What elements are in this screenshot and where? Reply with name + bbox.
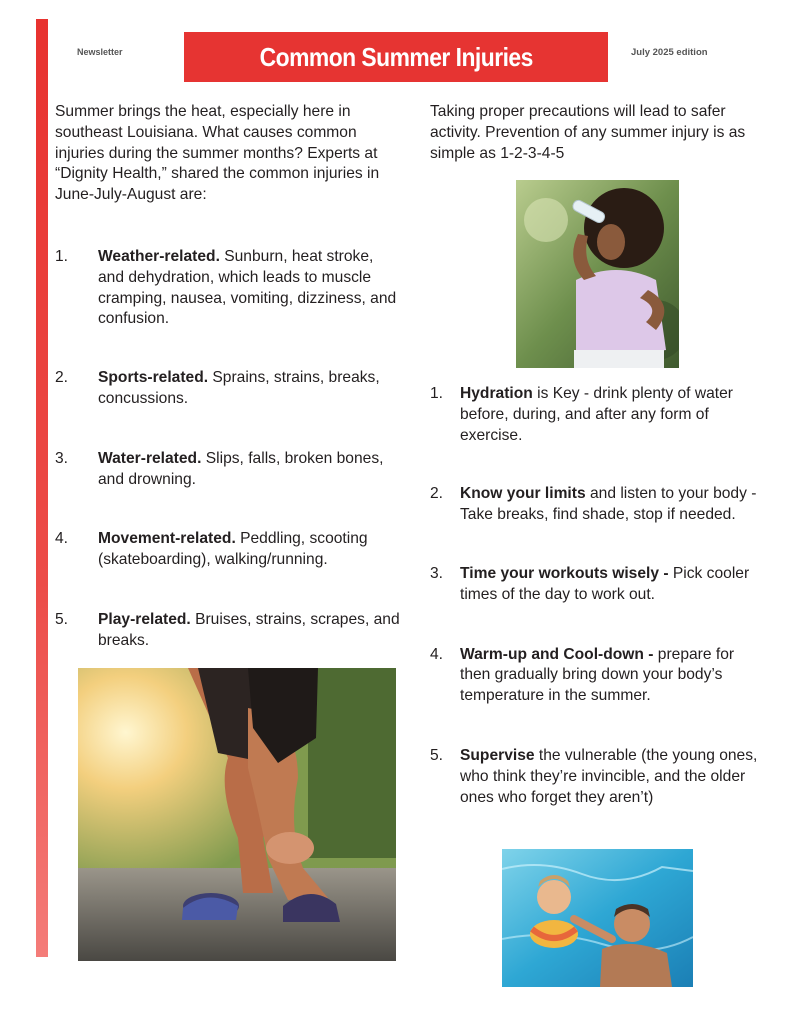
prevention-list (430, 384, 760, 808)
right-intro-paragraph: Taking proper precautions will lead to safer activity. Prevention of any summer injury is as simple as 1-2-3-4-5 (430, 103, 746, 162)
runner-illustration (78, 668, 396, 961)
pool-illustration (502, 849, 693, 987)
child-drinking-photo (516, 180, 679, 368)
title-banner (184, 32, 608, 82)
list-item: 2. Sports-related. Sprains, strains, breaks, concussions. (55, 369, 380, 407)
left-intro-paragraph: Summer brings the heat, especially here in southeast Louisiana. What causes common injuries during the summer months? Experts at “Dignity Health,” shared the common injuries in June-July-August are: (55, 103, 380, 204)
left-column (55, 102, 400, 652)
newsletter-label: Newsletter (77, 47, 123, 57)
list-item: 1. Weather-related. Sunburn, heat stroke, and dehydration, which leads to muscle cramping, nausea, vomiting, dizziness, and confusion. (55, 247, 397, 328)
list-item: 4. Warm-up and Cool-down - prepare for then gradually bring down your body’s temperature in the summer. (430, 645, 735, 705)
list-item: 4. Movement-related. Peddling, scooting (skateboarding), walking/running. (55, 530, 368, 569)
pool-family-photo (502, 849, 693, 987)
list-item: 3. Water-related. Slips, falls, broken bones, and drowning. (55, 449, 384, 488)
list-item: 1. Hydration is Key - drink plenty of water before, during, and after any form of exercise. (430, 385, 733, 444)
right-column (430, 102, 760, 806)
child-drinking-illustration (516, 180, 679, 368)
list-item: 2. Know your limits and listen to your body - Take breaks, find shade, stop if needed. (430, 485, 757, 524)
list-item: 5. Play-related. Bruises, strains, scrapes, and breaks. (55, 610, 400, 649)
page-title: Common Summer Injuries (259, 41, 533, 72)
list-item: 3. Time your workouts wisely - Pick cooler times of the day to work out. (430, 564, 750, 603)
list-item: 5. Supervise the vulnerable (the young ones, who think they’re invincible, and the older ones who forget they aren’t) (430, 746, 758, 806)
runner-ankle-injury-photo (78, 668, 396, 961)
injury-list (55, 247, 400, 652)
edition-label: July 2025 edition (631, 47, 708, 58)
accent-side-bar (36, 19, 48, 957)
